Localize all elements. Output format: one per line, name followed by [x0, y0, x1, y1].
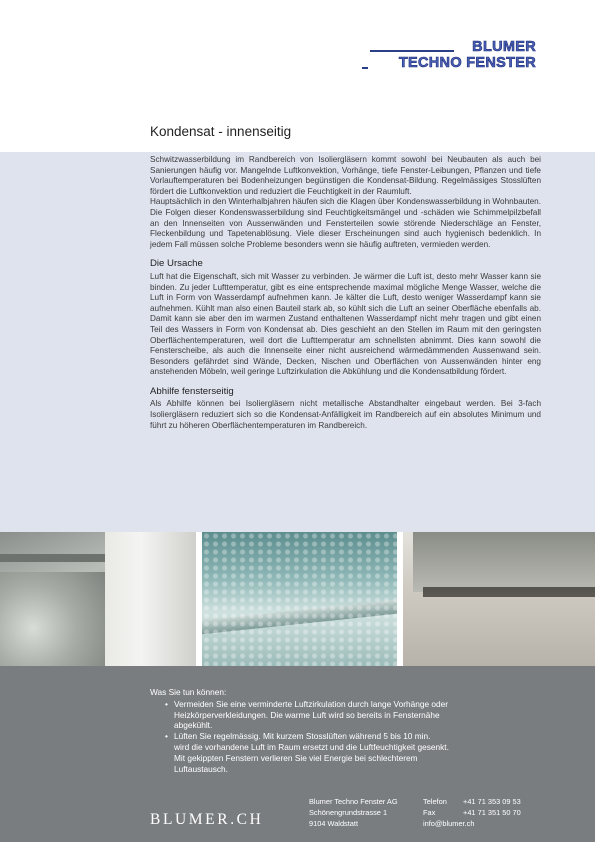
- company-logo: [362, 40, 540, 74]
- tip-line: Heizkörperverkleidungen. Die warme Luft wird so bereits in Fensternähe: [174, 709, 440, 720]
- tips-section: [150, 687, 550, 774]
- tip-item: [174, 699, 550, 731]
- brand-wordmark: BLUMER.CH: [150, 811, 264, 828]
- section-heading-abhilfe: Abhilfe fensterseitig: [150, 385, 234, 397]
- section-body-abhilfe: Als Abhilfe können bei Isoliergläsern nicht metallische Abstandhalter eingebaut werden. Bei 3-fach Isoliergläsern reduziert sich so die Kondensat-Anfälligkeit im Randbereich auf ein absolutes Minimum und führt zu höheren Oberflächentemperaturen im Randbereich.: [150, 399, 541, 430]
- company-name: Blumer Techno Fenster AG: [309, 797, 398, 806]
- tips-list: [150, 699, 550, 775]
- photo-glass-droplets: [202, 532, 397, 666]
- section-body-ursache: Luft hat die Eigenschaft, sich mit Wasser zu verbinden. Je wärmer die Luft ist, desto mehr Wasser kann sie binden. Zu jeder Lufttemperatur, gibt es eine entsprechende maximal mögliche Menge Wasser, welche die Luft in Form von Wasserdampf aufnehmen kann. Je kälter die Luft, desto weniger Wasserdampf kann sie aufnehmen. Kühlt man also einen Bauteil stark ab, so kühlt sich die Luft an seiner Oberfläche ebenfalls ab. Damit kann sie aber den im warmen Zustand enthaltenen Wasserdampf nicht mehr tragen und gibt einen Teil des Wassers in Form von Kondensat ab. Dies geschieht an den Stellen im Raum mit den geringsten Oberflächentemperaturen, weil dort die Lufttemperatur am schnellsten abnimmt. Dies kann sowohl die Fensterscheibe, als auch die Innenseite einer nicht ausreichend wärmedämmenden Aussenwand sein. Besonders gefährdet sind Wände, Decken, Nischen und Oberflächen von Aussenwänden hinter eng anstehenden Möbeln, weil geringe Luftzirkulation die Abkühlung und die Kondensatbildung fördert.: [150, 271, 541, 377]
- tip-line: wird die vorhandene Luft im Raum ersetzt und die Luftfeuchtigkeit gesenkt.: [174, 741, 449, 752]
- phone-number: +41 71 353 09 53: [463, 797, 521, 806]
- photo-window-frame-condensation: [0, 532, 196, 666]
- article-text: [150, 155, 541, 431]
- street-address: Schönengrundstrasse 1: [309, 808, 388, 818]
- intro-paragraph-1: Schwitzwasserbildung im Randbereich von Isoliergläsern kommt sowohl bei Neubauten als auch bei Sanierungen häufig vor. Mangelnde Luftkonvektion, Vorhänge, tiefe Fenster-Leibungen, Pflanzen und tiefe Vorlauftemperaturen bei Bodenheizungen begünstigen die Kondensat-Bildung. Regelmässiges Stosslüften fördert die Luftkonvektion und reduziert die Feuchtigkeit in der Raumluft.: [150, 155, 541, 196]
- city-address: 9104 Waldstatt: [309, 819, 359, 829]
- logo-word-techno-fenster: TECHNO FENSTER: [398, 55, 536, 71]
- photo-strip: [0, 532, 595, 666]
- page-title: Kondensat - innenseitig: [150, 124, 292, 139]
- tip-line: Mit gekippten Fenstern verlieren Sie viel Energie bei schlechterem: [174, 752, 418, 763]
- contact-labels: [423, 796, 463, 818]
- logo-word-blumer: BLUMER: [472, 39, 536, 55]
- tip-line: • Lüften Sie regelmässig. Mit kurzem Stosslüften während 5 bis 10 min.: [174, 731, 431, 742]
- fax-number: +41 71 351 50 70: [463, 808, 521, 818]
- address-column: [309, 796, 419, 830]
- photo-mold-window-edge: [403, 532, 595, 666]
- tip-item: [174, 731, 550, 774]
- email-link[interactable]: info@blumer.ch: [423, 819, 475, 829]
- tip-line: Luftaustausch.: [174, 763, 228, 774]
- logo-rule-top: [370, 50, 454, 52]
- tips-title: Was Sie tun können:: [150, 687, 227, 697]
- section-heading-ursache: Die Ursache: [150, 258, 203, 270]
- logo-rule-bottom: [362, 67, 368, 69]
- contact-values: [463, 796, 553, 818]
- tip-line: • Vermeiden Sie eine verminderte Luftzirkulation durch lange Vorhänge oder: [174, 698, 448, 709]
- tip-line: abgekühlt.: [174, 720, 213, 731]
- fax-label: Fax: [423, 808, 436, 818]
- phone-label: Telefon: [423, 797, 447, 806]
- intro-paragraph-2: Hauptsächlich in den Winterhalbjahren häufen sich die Klagen über Kondenswasserbildung in Wohnbauten. Die Folgen dieser Kondenswasserbildung sind Feuchtigkeitsmängel und -schäden wie Schimmelpilzbefall an den Innenseiten von Aussenwänden und Fensterteilen sowie störende Niederschläge an Fenster, Fleckenbildung und Tapetenablösung. Viele dieser Erscheinungen sind auch hygienisch bedenklich. In jedem Fall müssen solche Probleme besonders wenn sie häufig auftreten, vermieden werden.: [150, 197, 541, 249]
